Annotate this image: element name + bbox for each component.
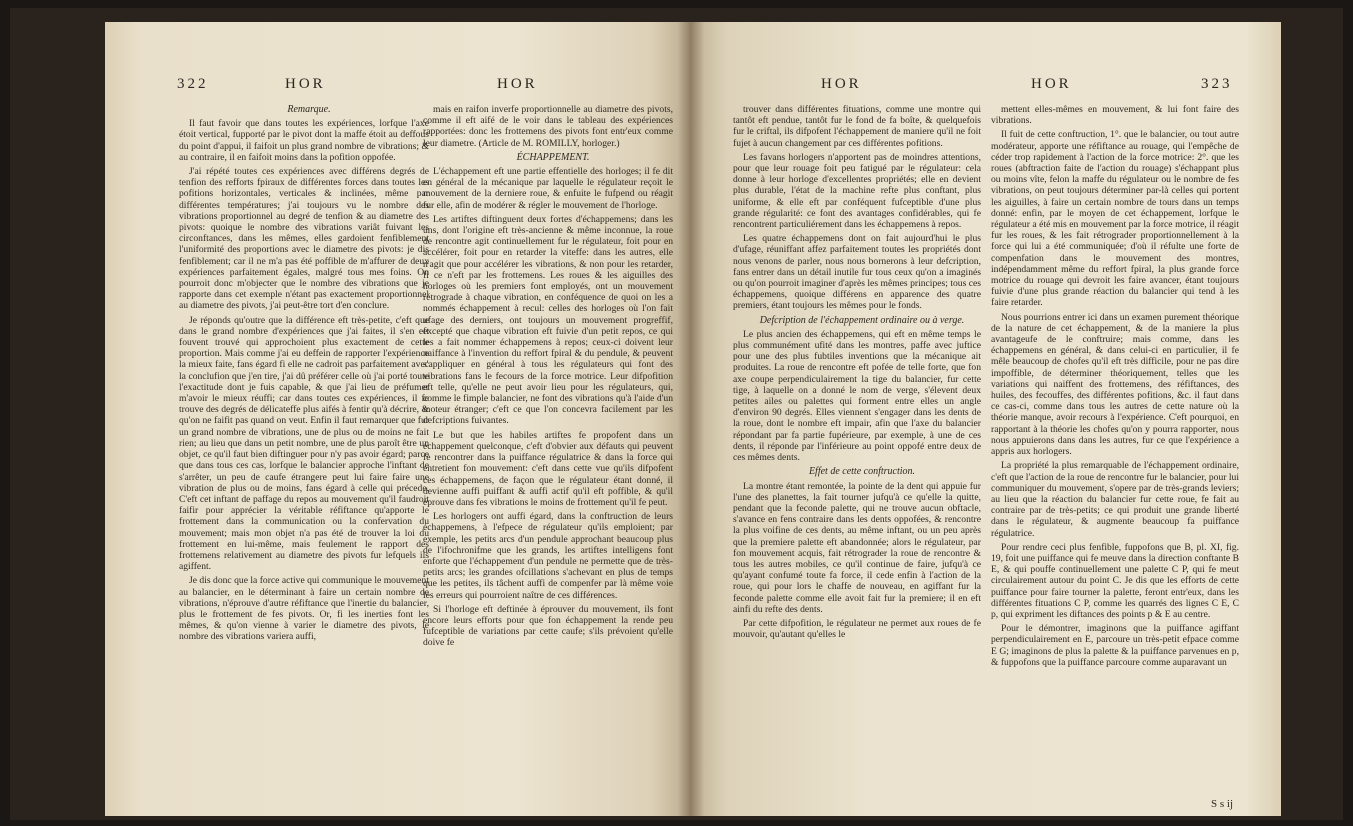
right-page-column-2 bbox=[991, 104, 1239, 794]
paragraph: mais en raifon inverfe proportionnelle au diametre des pivots, comme il eft aifé de le voir dans le tableau des expériences rapportées: donc les frottemens des pivots font entr'eux comme leur diametre. (Article de M. ROMILLY, horloger.) bbox=[423, 104, 673, 149]
paragraph: La propriété la plus remarquable de l'échappement ordinaire, c'eft que l'action de la roue de rencontre fur le balancier, pour lui communiquer du mouvement, s'opere par de très-grands leviers; au lieu que la réaction du balancier fur cette roue, fe fait au contraire par de très-petits; ce qui produit une grande liberté dans le régulateur, & augmente beaucoup fa puiffance régulatrice. bbox=[991, 460, 1239, 539]
paragraph: Pour rendre ceci plus fenfible, fuppofons que B, pl. XI, fig. 19, foit une puiffance qui fe meuve dans la direction conftante B E, & qui pouffe continuellement une palette C P, qui fe meut circulairement autour du point C. Je dis que les efforts de cette puiffance pour faire tourner la palette, feront entr'eux, dans les différentes fituations C P, comme les quarrés des lignes C E, C p, qui expriment les diftances des points p & E au centre. bbox=[991, 541, 1239, 620]
right-page-column-1 bbox=[733, 104, 981, 794]
book-spread bbox=[10, 8, 1343, 820]
paragraph: Le plus ancien des échappemens, qui eft en même temps le plus communément ufité dans les montres, paffe avec juftice pour une des plus fubtiles inventions que la mécanique ait produites. La roue de rencontre eft pofée de telle forte, que fon axe coupe perpendiculairement la tige du balancier, fur cette tige, à laquelle on a donné le nom de verge, s'élevent deux petites ailes ou palettes qui forment entre elles un angle d'environ 90 degrés. Elles viennent s'engager dans les dents de la roue, dont le nombre eft impair, afin que l'axe du balancier répondant par fa partie fupérieure, par exemple, à une de ces dents, il réponde par l'inférieure au point oppofé entre deux de ces mêmes dents. bbox=[733, 328, 981, 464]
paragraph: Par cette difpofition, le régulateur ne permet aux roues de fe mouvoir, qu'autant qu'elles le bbox=[733, 617, 981, 641]
paragraph: Il fuit de cette conftruction, 1°. que le balancier, ou tout autre modérateur, apporte une réfiftance au rouage, qui l'empêche de céder trop rapidement à l'action de la force motrice: 2°. que les roues (abftraction faite de l'action du rouage) s'échappant plus ou moins vîte, felon la maffe du régulateur ou le nombre de fes vibrations, on peut toujours déterminer par-là celles qui portent les aiguilles, à faire un certain nombre de tours dans un temps donné: enfin, par le moyen de cet échappement, lorfque le régulateur a été mis en mouvement par la force motrice, il réagit fur les roues, & les fait rétrograder proportionnellement à la force qui lui a été communiquée; d'où il réfulte une forte de compenfation dans le mouvement des montres, indépendamment même du reffort fpiral, la plus grande force motrice du rouage qui devroit les faire avancer, étant toujours fuivie d'une plus grande réaction du balancier qui tend à les faire retarder. bbox=[991, 129, 1239, 309]
section-title-effet: Effet de cette conftruction. bbox=[808, 466, 916, 478]
paragraph: Nous pourrions entrer ici dans un examen purement théorique de la nature de cet échappement, & de la maniere la plus avantageufe de le conftruire; mais comme, dans les échappemens en général, & dans celui-ci en particulier, il fe mêle beaucoup de chofes qu'il eft très difficile, pour ne pas dire impoffible, de déterminer théoriquement, telles que les variations qui naiffent des frottemens, des réfiftances, des huiles, des fecouffes, des différentes pofitions, &c. il faut dans ce cas-ci, comme dans tous les autres de cette nature où la théorie manque, avoir recours à l'expérience. C'eft pourquoi, en rapportant à la théorie les chofes qu'on y pourra rapporter, nous nous appuierons dans dans les autres, fur ce que l'expérience a appris aux horlogers. bbox=[991, 311, 1239, 458]
paragraph: Je réponds qu'outre que la différence eft très-petite, c'eft que dans le grand nombre d'expériences que j'ai faites, il s'en eft fouvent trouvé qui approchoient plus exactement de cette proportion. Mais comme j'ai eu deffein de rapporter l'expérience la mieux faite, fans égard fi elle ne cadroit pas parfaitement avec la conclufion que j'en tire, j'ai dû préférer celle où j'ai porté toute l'exactitude dont je fuis capable, & que j'ai lieu de préfumer m'avoir le mieux réuffi; car dans toutes ces expériences, il fe trouve des degrés de délicateffe plus aifés à fentir qu'à décrire, & qu'on ne faifit pas quand on veut. Enfin il faut remarquer que fur un grand nombre de vibrations, une de plus ou de moins ne fait rien; au lieu que dans un petit nombre, une de plus paroît être un objet, ce qu'il faut bien diftinguer pour n'y pas avoir égard; parce que dans tous ces cas, lorfque le balancier approche l'inftant de s'arrêter, un peu de caufe étrangere peut lui faire faire une vibration de plus ou de moins, fans égard à celle qui précede. C'eft cet inftant de paffage du repos au mouvement qu'il faudroit faifir pour apprécier la véritable réfiftance qu'apporte le frottement dans la communication ou la confervation du mouvement; mais mon objet n'a pas été de trouver la loi du frottement en lui-même, mais feulement le rapport des frottemens relativement au diametre des pivots fur lefquels ils agiffent. bbox=[179, 314, 429, 573]
paragraph: Il faut favoir que dans toutes les expériences, lorfque l'axe étoit vertical, fupporté par le pivot dont la maffe étoit au deffous du point d'appui, il faifoit un plus grand nombre de vibrations; & au contraire, il en faifoit moins dans la pofition oppofée. bbox=[179, 118, 429, 163]
paragraph: Les horlogers ont auffi égard, dans la conftruction de leurs échappemens, à l'efpece de régulateur qu'ils emploient; par exemple, les petits arcs d'un pendule approchant beaucoup plus de l'ifochronifme que les grands, les artiftes intelligens font enforte que l'échappement d'un pendule ne permette que de très-petits arcs; les grandes ofcillations s'achevant en plus de temps que les petites, ils tâchent auffi de compenfer par là même voie les erreurs qui pourroient naître de ces différences. bbox=[423, 511, 673, 601]
paragraph: Les artiftes diftinguent deux fortes d'échappemens; dans les uns, dont l'origine eft très-ancienne & même inconnue, la roue de rencontre agit continuellement fur le régulateur, foit pour en accélérer, foit pour en retarder la viteffe: dans les autres, elle n'agit que pour accélérer les vibrations, & non pour les retarder, fi ce n'eft par les frottemens. Les roues & les aiguilles des horloges où les premiers font employés, ont un mouvement rétrograde à chaque vibration, en conféquence de quoi on les a nommés échappement à recul: celles des horloges où l'on fait ufage des derniers, ont toujours un mouvement progreffif, excepté que chaque vibration eft fuivie d'un petit repos, ce qui les a fait nommer échappemens à repos; ceux-ci doivent leur naiffance à l'invention du reffort fpiral & du pendule, & peuvent s'appliquer en général à tous les régulateurs qui font des vibrations fans le fecours de la force motrice. Leur difpofition eft telle, qu'elle ne peut avoir lieu pour les régulateurs, qui, comme le fimple balancier, ne font des vibrations qu'à l'aide d'un moteur étranger; c'eft ce que l'on concevra facilement par les defcriptions fuivantes. bbox=[423, 213, 673, 427]
signature-mark: S s ij bbox=[1211, 798, 1234, 810]
paragraph: Je dis donc que la force active qui communique le mouvement au balancier, en le déterminant à faire un certain nombre de vibrations, n'éprouve d'autre réfiftance que l'inertie du balancier, plus le frottement de fes pivots. Or, fi les inerties font les mêmes, & qu'on vienne à varier le diametre des pivots, le nombre des vibrations variera auffi, bbox=[179, 575, 429, 643]
paragraph: Le but que les habiles artiftes fe propofent dans un échappement quelconque, c'eft d'obvier aux défauts qui peuvent fe rencontrer dans la puiffance régulatrice & dans la force qui entretient fon mouvement: c'eft dans cette vue qu'ils difpofent ces échappemens, de façon que le régulateur étant donné, il devienne auffi puiffant & auffi actif qu'il eft poffible, & qu'il éprouve dans fes vibrations le moins de frottement qu'il fe peut. bbox=[423, 429, 673, 508]
page-number-left: 322 bbox=[177, 76, 209, 92]
left-page-column-2 bbox=[423, 104, 673, 794]
left-page bbox=[105, 22, 691, 816]
paragraph: Si l'horloge eft deftinée à éprouver du mouvement, ils font encore leurs efforts pour que fon échappement la rende peu fufceptible de variations par cette caufe; s'ils prévoient qu'elle doive fe bbox=[423, 603, 673, 649]
running-head-right-1: HOR bbox=[821, 76, 862, 92]
page-number-right: 323 bbox=[1201, 76, 1233, 92]
paragraph: Les favans horlogers n'apportent pas de moindres attentions, pour que leur rouage foit peu fatigué par le régulateur: cela donne à leur horloge d'excellentes propriétés; elle en devient plus durable, l'état de la machine refte plus conftant, plus uniforme, & elle eft par conféquent fufceptible d'une plus grande régularité: ce font des avantages confidérables, qui fe rencontrent particuliérement dans les échappemens à repos. bbox=[733, 151, 981, 231]
section-title-echappement: ÉCHAPPEMENT. bbox=[516, 151, 590, 163]
paragraph: mettent elles-mêmes en mouvement, & lui font faire des vibrations. bbox=[991, 104, 1239, 127]
paragraph: La montre étant remontée, la pointe de la dent qui appuie fur l'une des planettes, la fait tourner jufqu'à ce qu'elle la quitte, pendant que la feconde palette, qui ne trouve aucun obftacle, s'avance en fens contraire dans les dents oppofées, & rencontre la plus voifine de ces dents, au même inftant, ou un peu après que la premiere palette eft abandonnée; alors le régulateur, par fon mouvement acquis, fait rétrograder la roue de rencontre & tous les autres mobiles, ce qu'il continue de faire, jufqu'à ce qu'ayant confumé toute fa force, il cede enfin à l'action de la roue, qui pour lors le chaffe de nouveau, en agiffant fur la feconde palette comme elle avoit fait fur la premiere; il en eft ainfi du refte des dents. bbox=[733, 480, 981, 615]
paragraph: trouver dans différentes fituations, comme une montre qui tantôt eft pendue, tantôt fur le fond de fa boîte, & quelquefois fur le criftal, ils difpofent l'échappement de maniere qu'il ne foit fujet à aucun changement par ces différentes pofitions. bbox=[733, 104, 981, 149]
paragraph: L'échappement eft une partie effentielle des horloges; il fe dit en général de la mécanique par laquelle le régulateur reçoit le mouvement de la derniere roue, & enfuite le fufpend ou réagit fur elle, afin de modérer & régler le mouvement de l'horloge. bbox=[423, 166, 673, 211]
paragraph: Les quatre échappemens dont on fait aujourd'hui le plus d'ufage, réuniffant affez parfaitement toutes les propriétés dont nous venons de parler, nous nous bornerons à leur defcription, fans entrer dans un détail inutile fur tous ceux qu'on a imaginés ou qu'on pourroit imaginer d'après les mêmes principes; tous ces échappemens, quoique différens en apparence des quatre premiers, étant toujours les mêmes pour le fonds. bbox=[733, 233, 981, 312]
paragraph: J'ai répété toutes ces expériences avec différens degrés de tenfion des refforts fpiraux de différentes forces dans toutes les pofitions horizontales, verticales & inclinées, même par différentes températures; j'ai toujours vu le nombre des vibrations proportionnel au degré de tenfion & au diametre des pivots: quoique le nombre des vibrations variât fuivant les circonftances, dans les mêmes, elles gardoient fenfiblement l'uniformité des proportions avec le diametre des pivots: je dis fenfiblement; car il ne m'a pas été poffible de m'affurer de deux expériences parfaitement égales, malgré tous mes foins. On pourroit donc m'objecter que le nombre des vibrations que je rapporte dans cet exemple n'étant pas exactement proportionnel au diametre des pivots, j'ai peut-être tort d'en conclure. bbox=[179, 166, 429, 312]
right-page bbox=[691, 22, 1281, 816]
remark-title: Remarque. bbox=[287, 104, 331, 115]
running-head-left-2: HOR bbox=[497, 76, 538, 92]
left-page-column-1 bbox=[179, 104, 429, 794]
running-head-right-2: HOR bbox=[1031, 76, 1072, 92]
paragraph: Pour le démontrer, imaginons que la puiffance agiffant perpendiculairement en E, parcoure un très-petit efpace comme E G; imaginons de plus la palette & la puiffance parvenues en p, & fuppofons que la puiffance parcoure comme auparavant un bbox=[991, 623, 1239, 668]
running-head-left-1: HOR bbox=[285, 76, 326, 92]
section-title-description: Defcription de l'échappement ordinaire ou à verge. bbox=[759, 314, 965, 326]
book-gutter bbox=[678, 22, 704, 816]
